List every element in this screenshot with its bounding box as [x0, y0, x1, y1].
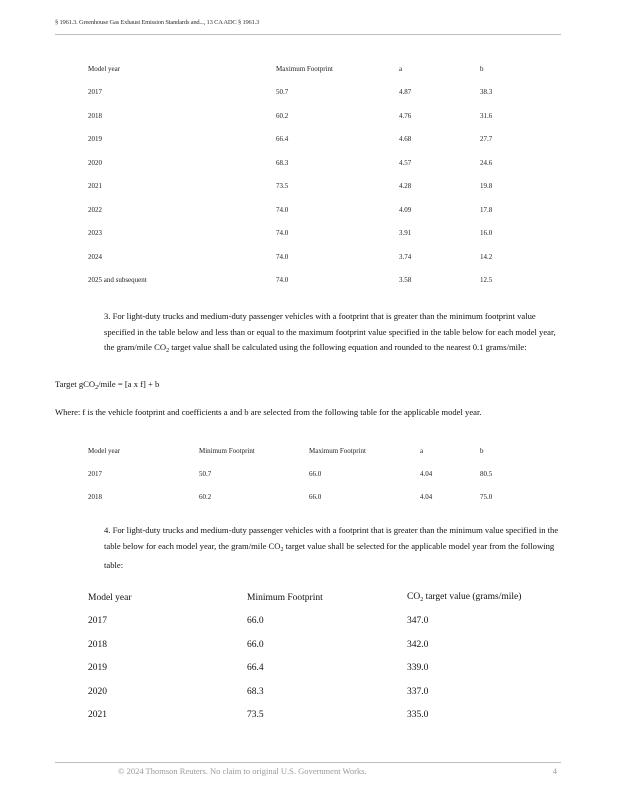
table-cell: 66.4	[247, 663, 264, 674]
table-cell: 66.0	[309, 492, 322, 501]
column-header: Model year	[88, 446, 121, 455]
table-cell: 27.7	[480, 135, 493, 144]
table-cell: 60.2	[199, 492, 212, 501]
paragraph-text: target value shall be selected for the applicable model year from the following table:	[104, 540, 555, 570]
table-cell: 2019	[88, 135, 102, 144]
table-cell: 74.0	[276, 205, 289, 214]
page-number: 4	[552, 766, 557, 776]
table-cell: 2017	[88, 616, 107, 627]
table-row	[88, 633, 557, 657]
column-header	[407, 586, 557, 610]
table-cell: 12.5	[480, 276, 493, 285]
table-cell: 2017	[88, 469, 102, 478]
table-cell: 66.0	[309, 469, 322, 478]
table-cell: 335.0	[407, 710, 429, 721]
subscript: 2	[420, 597, 424, 604]
table-cell: 19.8	[480, 182, 493, 191]
table-cell: 74.0	[276, 229, 289, 238]
table-cell: 2021	[88, 710, 107, 721]
column-header: Maximum Footprint	[309, 446, 366, 455]
where-clause: Where: f is the vehicle footprint and coefficients a and b are selected from the following table for the applicable model year.	[55, 407, 482, 417]
header-text: CO	[407, 592, 421, 603]
column-header: b	[480, 446, 484, 455]
table-cell: 14.2	[480, 252, 493, 261]
co2-target-table	[88, 586, 557, 727]
table-cell: 73.5	[247, 710, 264, 721]
table-cell: 80.5	[480, 469, 493, 478]
table-cell: 74.0	[276, 276, 289, 285]
table-row	[88, 610, 557, 634]
formula-text: Target gCO	[55, 379, 96, 389]
table-cell: 4.87	[399, 88, 412, 97]
paragraph-text: 3. For light-duty trucks and medium-duty passenger vehicles with a footprint that is greater than the minimum footprint value specified in the table below and less than or equal to the maximum footprint value specified in the table below for each model year, the gram/mile CO	[104, 311, 556, 352]
table-row	[88, 245, 520, 269]
paragraph-text: target value shall be calculated using the following equation and rounded to the nearest 0.1 grams/mile:	[169, 342, 527, 352]
column-header: b	[480, 64, 484, 73]
table-row	[88, 198, 520, 222]
header-text: target value (grams/mile)	[423, 592, 522, 603]
table-cell: 2021	[88, 182, 102, 191]
paragraph-4	[104, 523, 564, 574]
table-cell: 3.91	[399, 229, 412, 238]
table-row	[88, 104, 520, 128]
subscript: 2	[166, 348, 170, 354]
table-cell: 66.0	[247, 639, 264, 650]
table-cell: 66.4	[276, 135, 289, 144]
header-divider	[55, 34, 561, 35]
table-cell: 4.57	[399, 158, 412, 167]
column-header: a	[420, 446, 424, 455]
table-cell: 68.3	[247, 686, 264, 697]
table-cell: 50.7	[199, 469, 212, 478]
copyright-footer: © 2024 Thomson Reuters. No claim to original U.S. Government Works.	[118, 766, 367, 776]
table-cell: 17.8	[480, 205, 493, 214]
column-header: Maximum Footprint	[276, 64, 333, 73]
table-row	[88, 462, 520, 485]
table-cell: 2020	[88, 686, 107, 697]
table-cell: 2020	[88, 158, 102, 167]
table-header-row	[88, 586, 557, 610]
table-cell: 2024	[88, 252, 102, 261]
table-cell: 339.0	[407, 663, 429, 674]
table-row	[88, 485, 520, 508]
table-cell: 3.58	[399, 276, 412, 285]
table-cell: 2018	[88, 492, 102, 501]
target-formula	[55, 379, 159, 391]
table-cell: 38.3	[480, 88, 493, 97]
table-cell: 66.0	[247, 616, 264, 627]
running-header: § 1961.3. Greenhouse Gas Exhaust Emission Standards and..., 13 CA ADC § 1961.3	[55, 19, 260, 26]
table-row	[88, 704, 557, 728]
table-cell: 24.6	[480, 158, 493, 167]
table-row	[88, 128, 520, 152]
table-cell: 2018	[88, 111, 102, 120]
table-cell: 342.0	[407, 639, 429, 650]
table-cell: 74.0	[276, 252, 289, 261]
column-header: Model year	[88, 64, 121, 73]
formula-text: /mile = [a x f] + b	[98, 379, 160, 389]
subscript: 2	[280, 546, 284, 553]
table-row	[88, 269, 520, 293]
table-row	[88, 151, 520, 175]
table-row	[88, 680, 557, 704]
table-cell: 4.04	[420, 469, 433, 478]
table-cell: 3.74	[399, 252, 412, 261]
paragraph-text: 4. For light-duty trucks and medium-duty passenger vehicles with a footprint that is greater than the minimum value specified in the table below for each model year, the gram/mile CO	[104, 525, 559, 551]
table-cell: 4.76	[399, 111, 412, 120]
table-row	[88, 222, 520, 246]
column-header: Minimum Footprint	[247, 592, 323, 603]
table-cell: 2023	[88, 229, 102, 238]
table-cell: 16.0	[480, 229, 493, 238]
column-header: Minimum Footprint	[199, 446, 255, 455]
table-cell: 60.2	[276, 111, 289, 120]
table-row	[88, 175, 520, 199]
table-header-row	[88, 57, 520, 81]
paragraph-3	[104, 309, 564, 360]
table-header-row	[88, 439, 520, 462]
table-cell: 4.09	[399, 205, 412, 214]
footprint-coefficients-table	[88, 57, 520, 292]
table-cell: 4.04	[420, 492, 433, 501]
table-cell: 4.28	[399, 182, 412, 191]
table-cell: 2022	[88, 205, 102, 214]
table-cell: 2017	[88, 88, 102, 97]
table-cell: 4.68	[399, 135, 412, 144]
column-header: a	[399, 64, 403, 73]
table-cell: 31.6	[480, 111, 493, 120]
table-cell: 2019	[88, 663, 107, 674]
footer-divider	[55, 762, 561, 763]
table-cell: 2025 and subsequent	[88, 276, 147, 285]
table-cell: 73.5	[276, 182, 289, 191]
table-cell: 75.0	[480, 492, 493, 501]
table-cell: 50.7	[276, 88, 289, 97]
subscript: 2	[95, 385, 99, 391]
column-header: Model year	[88, 592, 132, 603]
table-cell: 68.3	[276, 158, 289, 167]
table-cell: 2018	[88, 639, 107, 650]
table-row	[88, 81, 520, 105]
min-max-footprint-table	[88, 439, 520, 508]
table-cell: 337.0	[407, 686, 429, 697]
table-row	[88, 657, 557, 681]
table-cell: 347.0	[407, 616, 429, 627]
